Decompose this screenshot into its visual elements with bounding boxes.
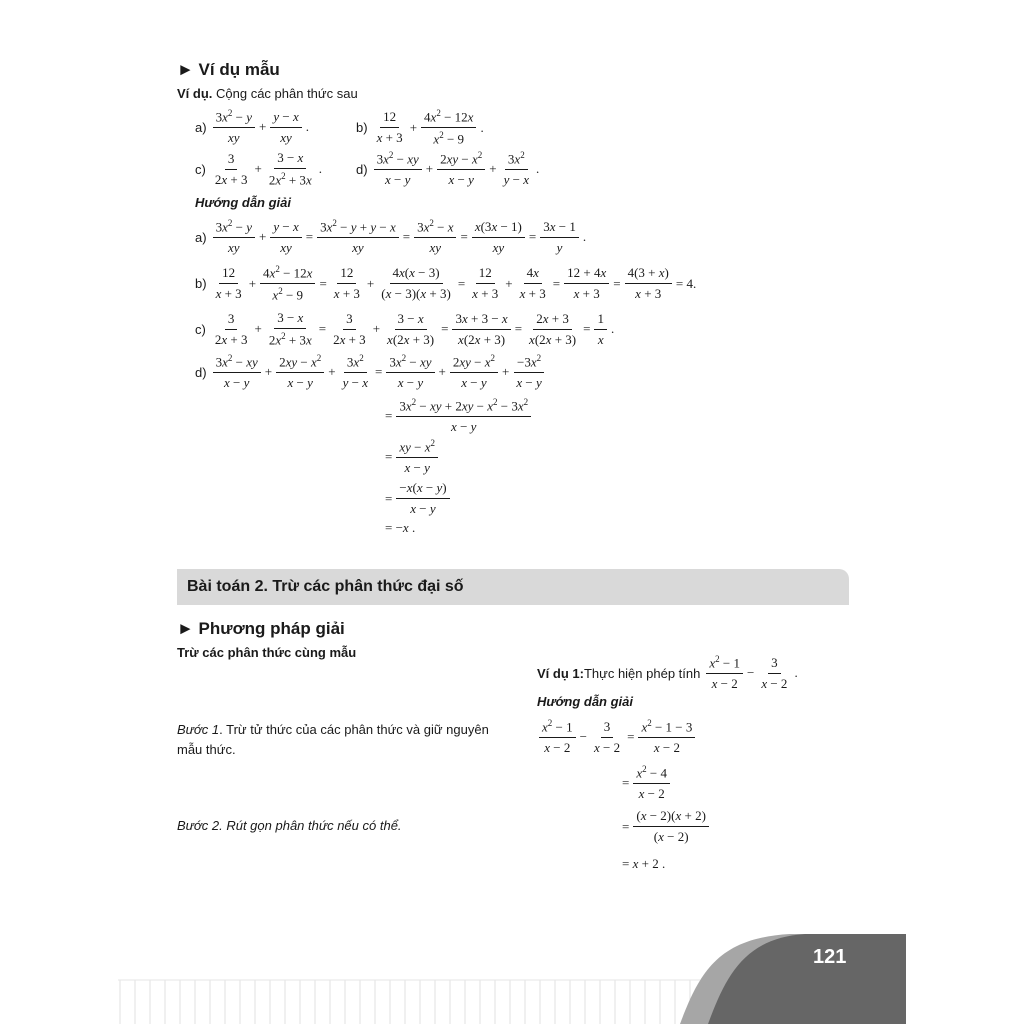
solution-a: a) $\frac{3x^2 - y}{xy}$ + $\frac{y - x}{xy}$ = $\frac{3x^2 - y + y - x}{xy}$ = $\frac{3x^2 - x}{xy}$ = $\frac{x(3x - 1)}{xy}$ = $\frac{3x - 1}{y}$ .: [195, 218, 587, 256]
example-text: Cộng các phân thức sau: [212, 86, 358, 101]
solution-c: c) $\frac{3}{2x + 3}$ + $\frac{3 - x}{2x^2 + 3x}$ = $\frac{3}{2x + 3}$ + $\frac{3 - x}{x(2x + 3)}$ = $\frac{3x + 3 - x}{x(2x + 3)}$ = $\frac{2x + 3}{x(2x + 3)}$ = $\frac{1}{x}$ .: [195, 310, 615, 348]
section-heading-example: ► Ví dụ mẫu: [177, 60, 280, 79]
example-1-step1: $\frac{x^2 - 1}{x - 2}$ − $\frac{3}{x - 2}$ = $\frac{x^2 - 1 - 3}{x - 2}$: [537, 718, 697, 756]
solution-d-step4: = $\frac{-x(x - y)}{x - y}$: [383, 480, 452, 517]
example-1: Ví dụ 1: Thực hiện phép tính $\frac{x^2 - 1}{x - 2}$ − $\frac{3}{x - 2}$ .: [537, 654, 798, 692]
solution-d-step3: = $\frac{xy - x^2}{x - y}$: [383, 438, 440, 476]
step-2: Bước 2. Rút gọn phân thức nếu có thể.: [177, 818, 402, 833]
solution-d-step5: = −x .: [385, 520, 416, 535]
guide-heading-1: Hướng dẫn giải: [195, 195, 292, 210]
step-1-text: . Trừ tử thức của các phân thức và giữ nguyên mẫu thức.: [177, 722, 489, 757]
step-1-label: Bước 1: [177, 722, 220, 737]
example-1-label: Ví dụ 1:: [537, 665, 584, 681]
problem-b: b) $\frac{12}{x + 3}$ + $\frac{4x^2 - 12x}{x^2 - 9}$ .: [356, 108, 484, 147]
banner-title: Bài toán 2. Trừ các phân thức đại số: [187, 578, 464, 595]
guide-heading-2: Hướng dẫn giải: [537, 694, 634, 709]
step-1: [177, 720, 507, 760]
page-number: 121: [813, 946, 847, 968]
problem-d: d) $\frac{3x^2 - xy}{x - y}$ + $\frac{2xy - x^2}{x - y}$ + $\frac{3x^2}{y - x}$ .: [356, 150, 540, 188]
example-1-step3: = $\frac{(x - 2)(x + 2)}{(x - 2)}$: [620, 808, 711, 845]
method-subheading: Trừ các phân thức cùng mẫu: [177, 645, 357, 660]
example-1-step2: = $\frac{x^2 - 4}{x - 2}$: [620, 764, 672, 802]
problem-a: a) $\frac{3x^2 - y}{xy}$ + $\frac{y - x}{xy}$ .: [195, 108, 309, 146]
example-1-text: Thực hiện phép tính: [583, 665, 701, 681]
example-1-step4: = x + 2 .: [622, 856, 666, 871]
solution-b: b) $\frac{12}{x + 3}$ + $\frac{4x^2 - 12x}{x^2 - 9}$ = $\frac{12}{x + 3}$ + $\frac{4x(x - 3)}{(x - 3)(x + 3)}$ = $\frac{12}{x + 3}$ + $\frac{4x}{x + 3}$ = $\frac{12 + 4x}{x + 3}$ = $\frac{4(3 + x)}{x + 3}$ = 4.: [195, 264, 697, 303]
problem-c: c) $\frac{3}{2x + 3}$ + $\frac{3 - x}{2x^2 + 3x}$ .: [195, 150, 322, 188]
solution-d-step2: = $\frac{3x^2 - xy + 2xy - x^2 - 3x^2}{x - y}$: [383, 397, 533, 435]
solution-d: d) $\frac{3x^2 - xy}{x - y}$ + $\frac{2xy - x^2}{x - y}$ + $\frac{3x^2}{y - x}$ = $\frac{3x^2 - xy}{x - y}$ + $\frac{2xy - x^2}{x - y}$ + $\frac{-3x^2}{x - y}$: [195, 353, 547, 391]
footer-decoration: [0, 930, 1024, 1024]
example-label: Ví dụ.: [177, 86, 213, 101]
section-heading-method: ► Phương pháp giải: [177, 619, 345, 638]
example-intro: [177, 86, 358, 101]
section-banner: [177, 569, 849, 605]
